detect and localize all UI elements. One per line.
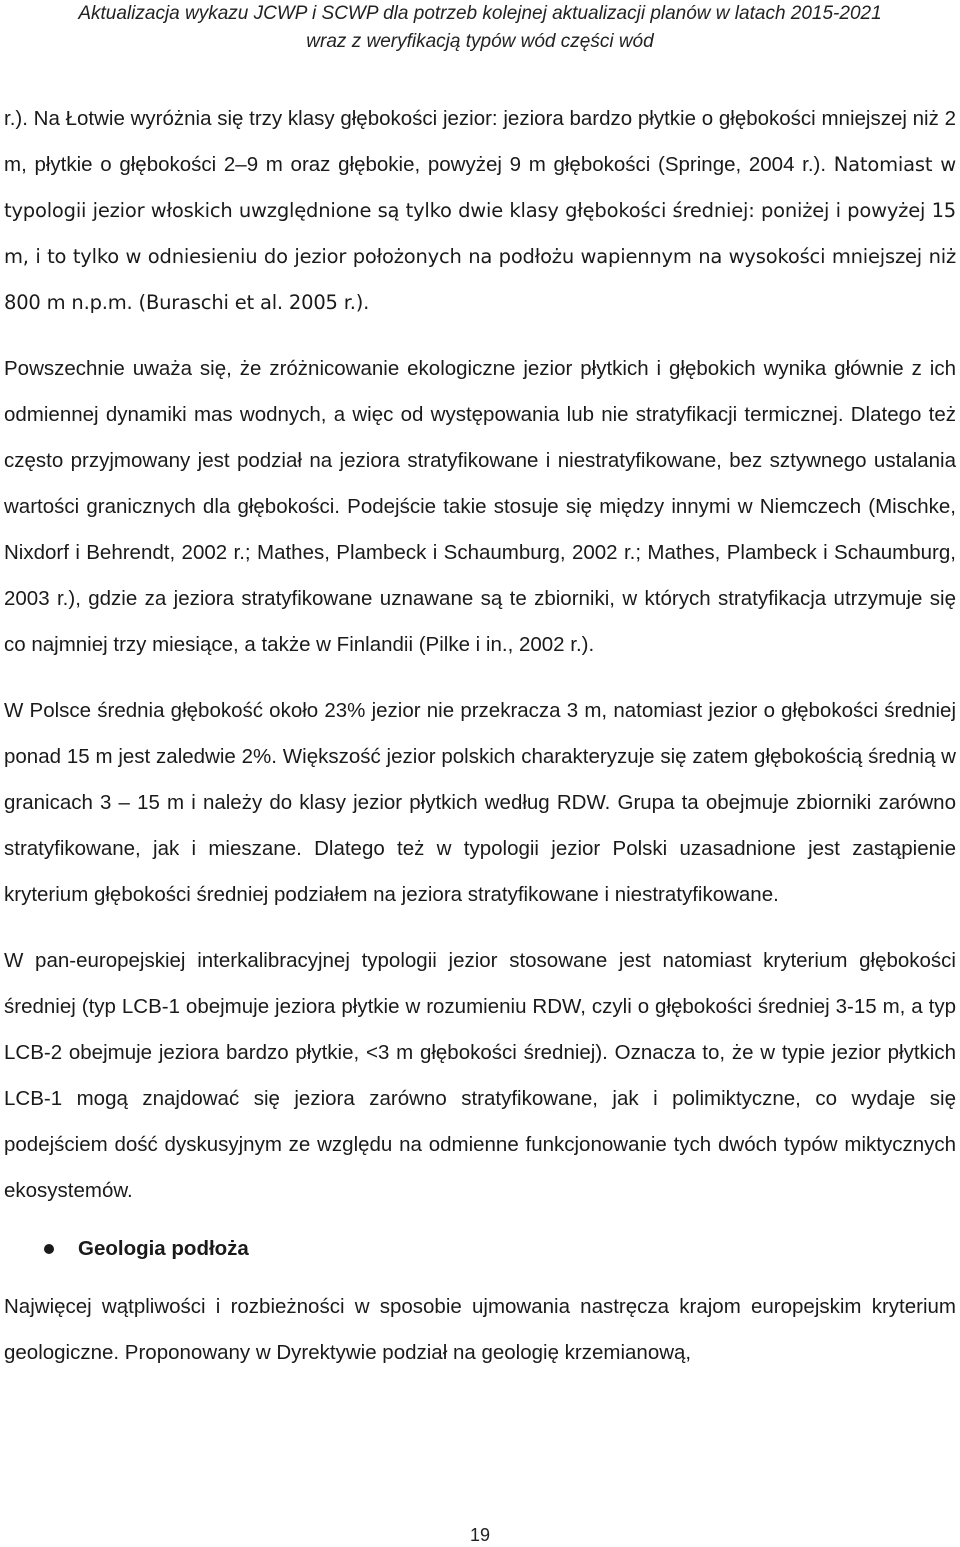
paragraph-geology: Najwięcej wątpliwości i rozbieżności w sposobie ujmowania nastręcza krajom europejskim kryterium geologiczne. Proponowany w Dyrektywie podział na geologię krzemianową, xyxy=(4,1295,956,1364)
section-heading-text: Geologia podłoża xyxy=(78,1237,249,1260)
paragraph-latvia-text: r.). Na Łotwie wyróżnia się trzy klasy głębokości jezior: jeziora bardzo płytkie o głębokości mniejszej niż 2 m, płytkie o głębokości 2–9 m oraz głębokie, powyżej 9 m głębokości (Springe, 2004 r.). xyxy=(4,107,956,176)
body-text xyxy=(4,96,956,1376)
page-number: 19 xyxy=(469,1525,491,1545)
paragraph-latvia-italy xyxy=(4,96,956,326)
paragraph-gap xyxy=(4,918,956,938)
header-line-2: wraz z weryfikacją typów wód części wód xyxy=(306,31,654,52)
paragraph-poland-depth: W Polsce średnia głębokość około 23% jezior nie przekracza 3 m, natomiast jezior o głębokości średniej ponad 15 m jest zaledwie 2%. Większość jezior polskich charakteryzuje się zatem głębokością średnią w granicach 3 – 15 m i należy do klasy jezior płytkich według RDW. Grupa ta obejmuje zbiorniki zarówno stratyfikowane, jak i mieszane. Dlatego też w typologii jezior Polski uzasadnione jest zastąpienie kryterium głębokości średniej podziałem na jeziora stratyfikowane i niestratyfikowane. xyxy=(4,699,956,906)
header-line-1: Aktualizacja wykazu JCWP i SCWP dla potrzeb kolejnej aktualizacji planów w latach 2015-2021 xyxy=(78,3,882,24)
section-heading xyxy=(4,1226,956,1272)
paragraph-gap xyxy=(4,668,956,688)
paragraph-italy-text: Natomiast w typologii jezior włoskich uwzględnione są tylko dwie klasy głębokości średniej: poniżej i powyżej 15 m, i to tylko w odniesieniu do jezior położonych na podłożu wapiennym na wysokości mniejszej niż 800 m n.p.m. (Buraschi et al. 2005 r.). xyxy=(4,153,956,314)
running-header xyxy=(0,0,960,56)
bullet-icon xyxy=(44,1244,54,1254)
paragraph-gap xyxy=(4,326,956,346)
paragraph-pan-european: W pan-europejskiej interkalibracyjnej typologii jezior stosowane jest natomiast kryterium głębokości średniej (typ LCB-1 obejmuje jeziora płytkie w rozumieniu RDW, czyli o głębokości średniej 3-15 m, a typ LCB-2 obejmuje jeziora bardzo płytkie, <3 m głębokości średniej). Oznacza to, że w typie jezior płytkich LCB-1 mogą znajdować się jeziora zarówno stratyfikowane, jak i polimiktyczne, co wydaje się podejściem dość dyskusyjnym ze względu na odmienne funkcjonowanie tych dwóch typów miktycznych ekosystemów. xyxy=(4,949,956,1202)
paragraph-stratification: Powszechnie uważa się, że zróżnicowanie ekologiczne jezior płytkich i głębokich wynika głównie z ich odmiennej dynamiki mas wodnych, a więc od występowania lub nie stratyfikacji termicznej. Dlatego też często przyjmowany jest podział na jeziora stratyfikowane i niestratyfikowane, bez sztywnego ustalania wartości granicznych dla głębokości. Podejście takie stosuje się między innymi w Niemczech (Mischke, Nixdorf i Behrendt, 2002 r.; Mathes, Plambeck i Schaumburg, 2002 r.; Mathes, Plambeck i Schaumburg, 2003 r.), gdzie za jeziora stratyfikowane uznawane są te zbiorniki, w których stratyfikacja utrzymuje się co najmniej trzy miesiące, a także w Finlandii (Pilke i in., 2002 r.). xyxy=(4,357,956,656)
